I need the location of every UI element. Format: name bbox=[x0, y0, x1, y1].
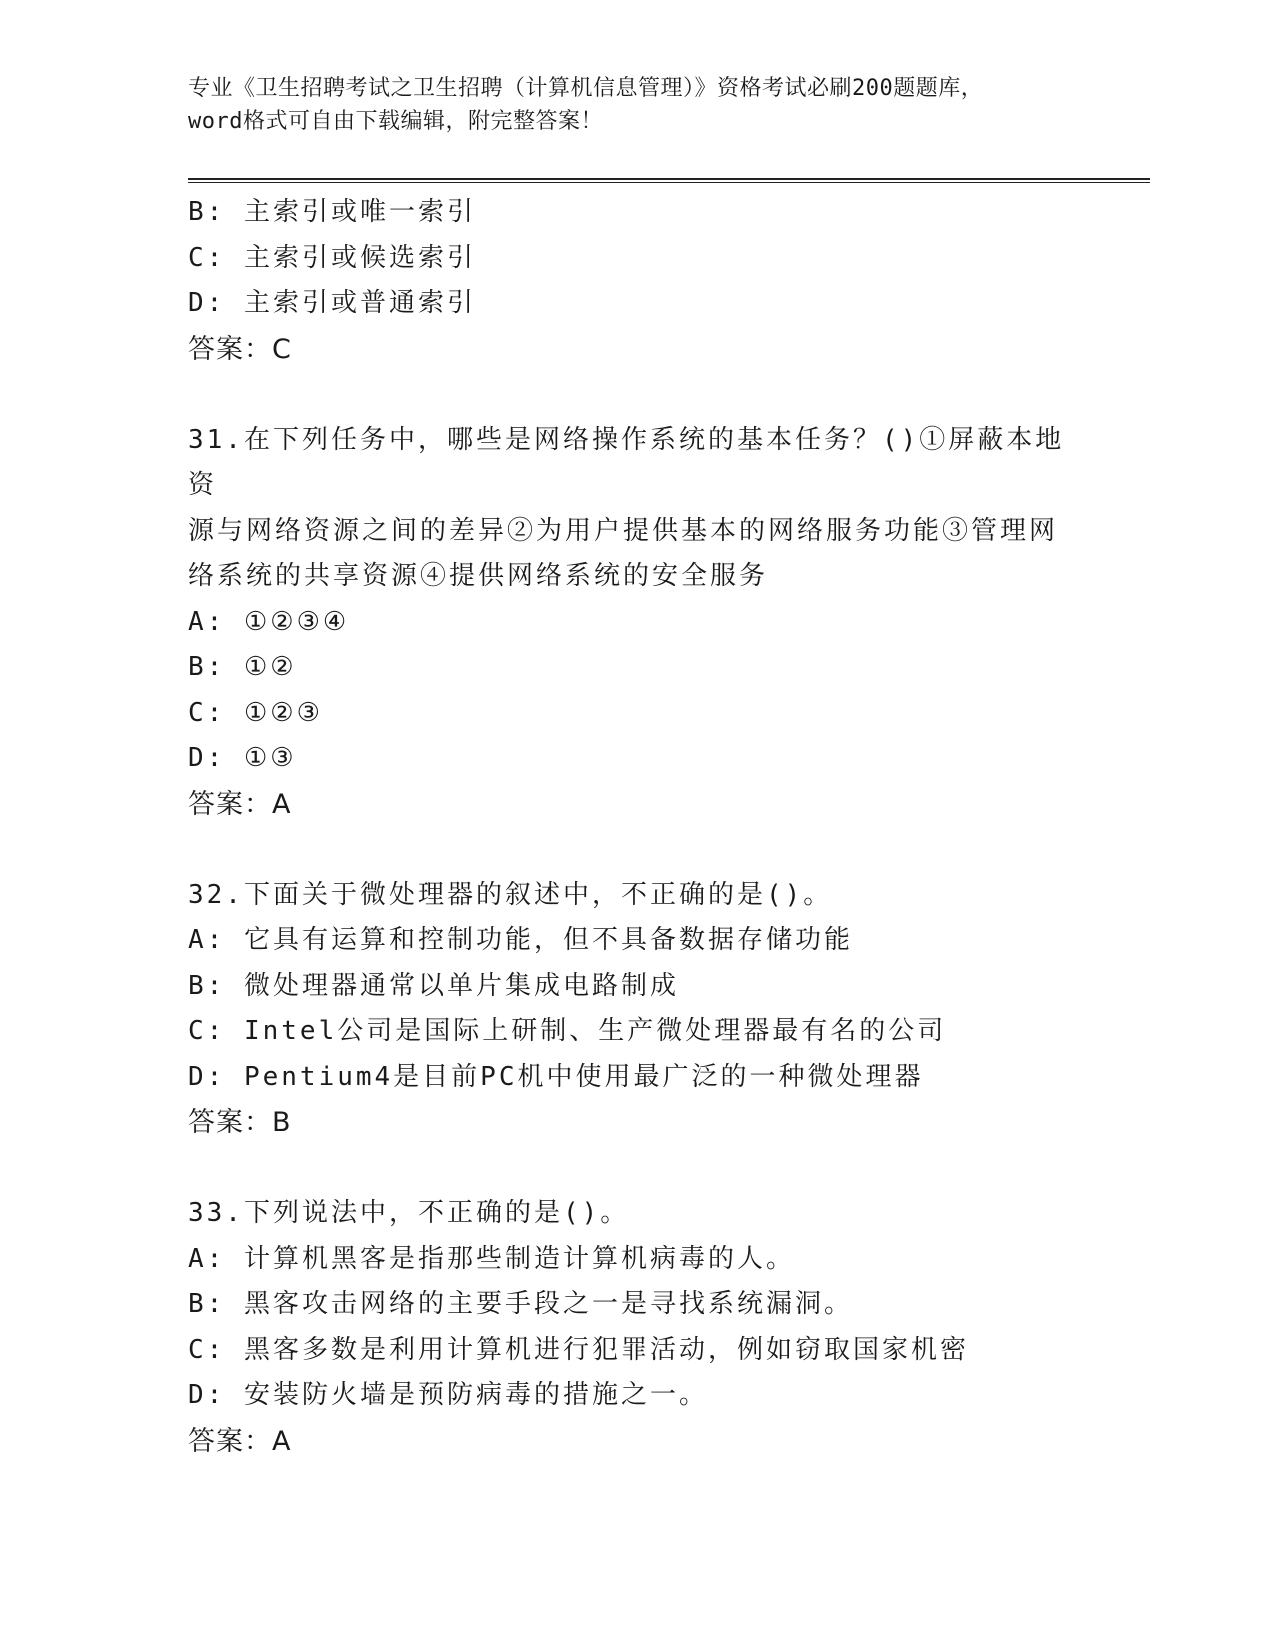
question-stem-line: 32.下面关于微处理器的叙述中，不正确的是()。 bbox=[188, 879, 833, 910]
answer-label: 答案：B bbox=[188, 1107, 292, 1138]
header-line-2: word格式可自由下载编辑，附完整答案！ bbox=[188, 109, 603, 134]
option-b: B: ①② bbox=[188, 652, 297, 682]
question-30-partial bbox=[188, 190, 1088, 372]
document-body bbox=[188, 190, 1088, 1464]
question-31 bbox=[188, 418, 1088, 828]
answer-label: 答案：A bbox=[188, 788, 292, 820]
option-d: D: 安装防火墙是预防病毒的措施之一。 bbox=[188, 1380, 708, 1410]
option-a: A: 它具有运算和控制功能，但不具备数据存储功能 bbox=[188, 925, 853, 955]
page-header bbox=[188, 72, 1088, 138]
question-stem-line: 络系统的共享资源④提供网络系统的安全服务 bbox=[188, 561, 769, 591]
option-c: C: Intel公司是国际上研制、生产微处理器最有名的公司 bbox=[188, 1016, 947, 1046]
answer-label: 答案：C bbox=[188, 333, 292, 365]
option-b: B: 微处理器通常以单片集成电路制成 bbox=[188, 970, 679, 1001]
option-a: A: 计算机黑客是指那些制造计算机病毒的人。 bbox=[188, 1243, 795, 1274]
option-b: B: 主索引或唯一索引 bbox=[188, 197, 476, 227]
header-line-1: 专业《卫生招聘考试之卫生招聘（计算机信息管理）》资格考试必刷200题题库， bbox=[188, 76, 984, 101]
question-stem-line: 源与网络资源之间的差异②为用户提供基本的网络服务功能③管理网 bbox=[188, 515, 1059, 546]
header-divider bbox=[188, 178, 1150, 183]
option-c: C: 黑客多数是利用计算机进行犯罪活动，例如窃取国家机密 bbox=[188, 1334, 969, 1365]
question-spacer bbox=[188, 1146, 1088, 1192]
option-b: B: 黑客攻击网络的主要手段之一是寻找系统漏洞。 bbox=[188, 1289, 853, 1319]
option-d: D: ①③ bbox=[188, 743, 297, 773]
question-spacer bbox=[188, 372, 1088, 418]
question-32 bbox=[188, 873, 1088, 1146]
question-spacer bbox=[188, 827, 1088, 873]
option-c: C: ①②③ bbox=[188, 697, 323, 728]
answer-label: 答案：A bbox=[188, 1425, 292, 1457]
question-stem-line: 31.在下列任务中，哪些是网络操作系统的基本任务？()①屏蔽本地资 bbox=[188, 424, 1065, 500]
question-33 bbox=[188, 1191, 1088, 1464]
option-c: C: 主索引或候选索引 bbox=[188, 242, 476, 273]
option-a: A: ①②③④ bbox=[188, 606, 350, 637]
question-stem-line: 33.下列说法中，不正确的是()。 bbox=[188, 1198, 630, 1228]
option-d: D: 主索引或普通索引 bbox=[188, 288, 476, 318]
option-d: D: Pentium4是目前PC机中使用最广泛的一种微处理器 bbox=[188, 1061, 924, 1092]
